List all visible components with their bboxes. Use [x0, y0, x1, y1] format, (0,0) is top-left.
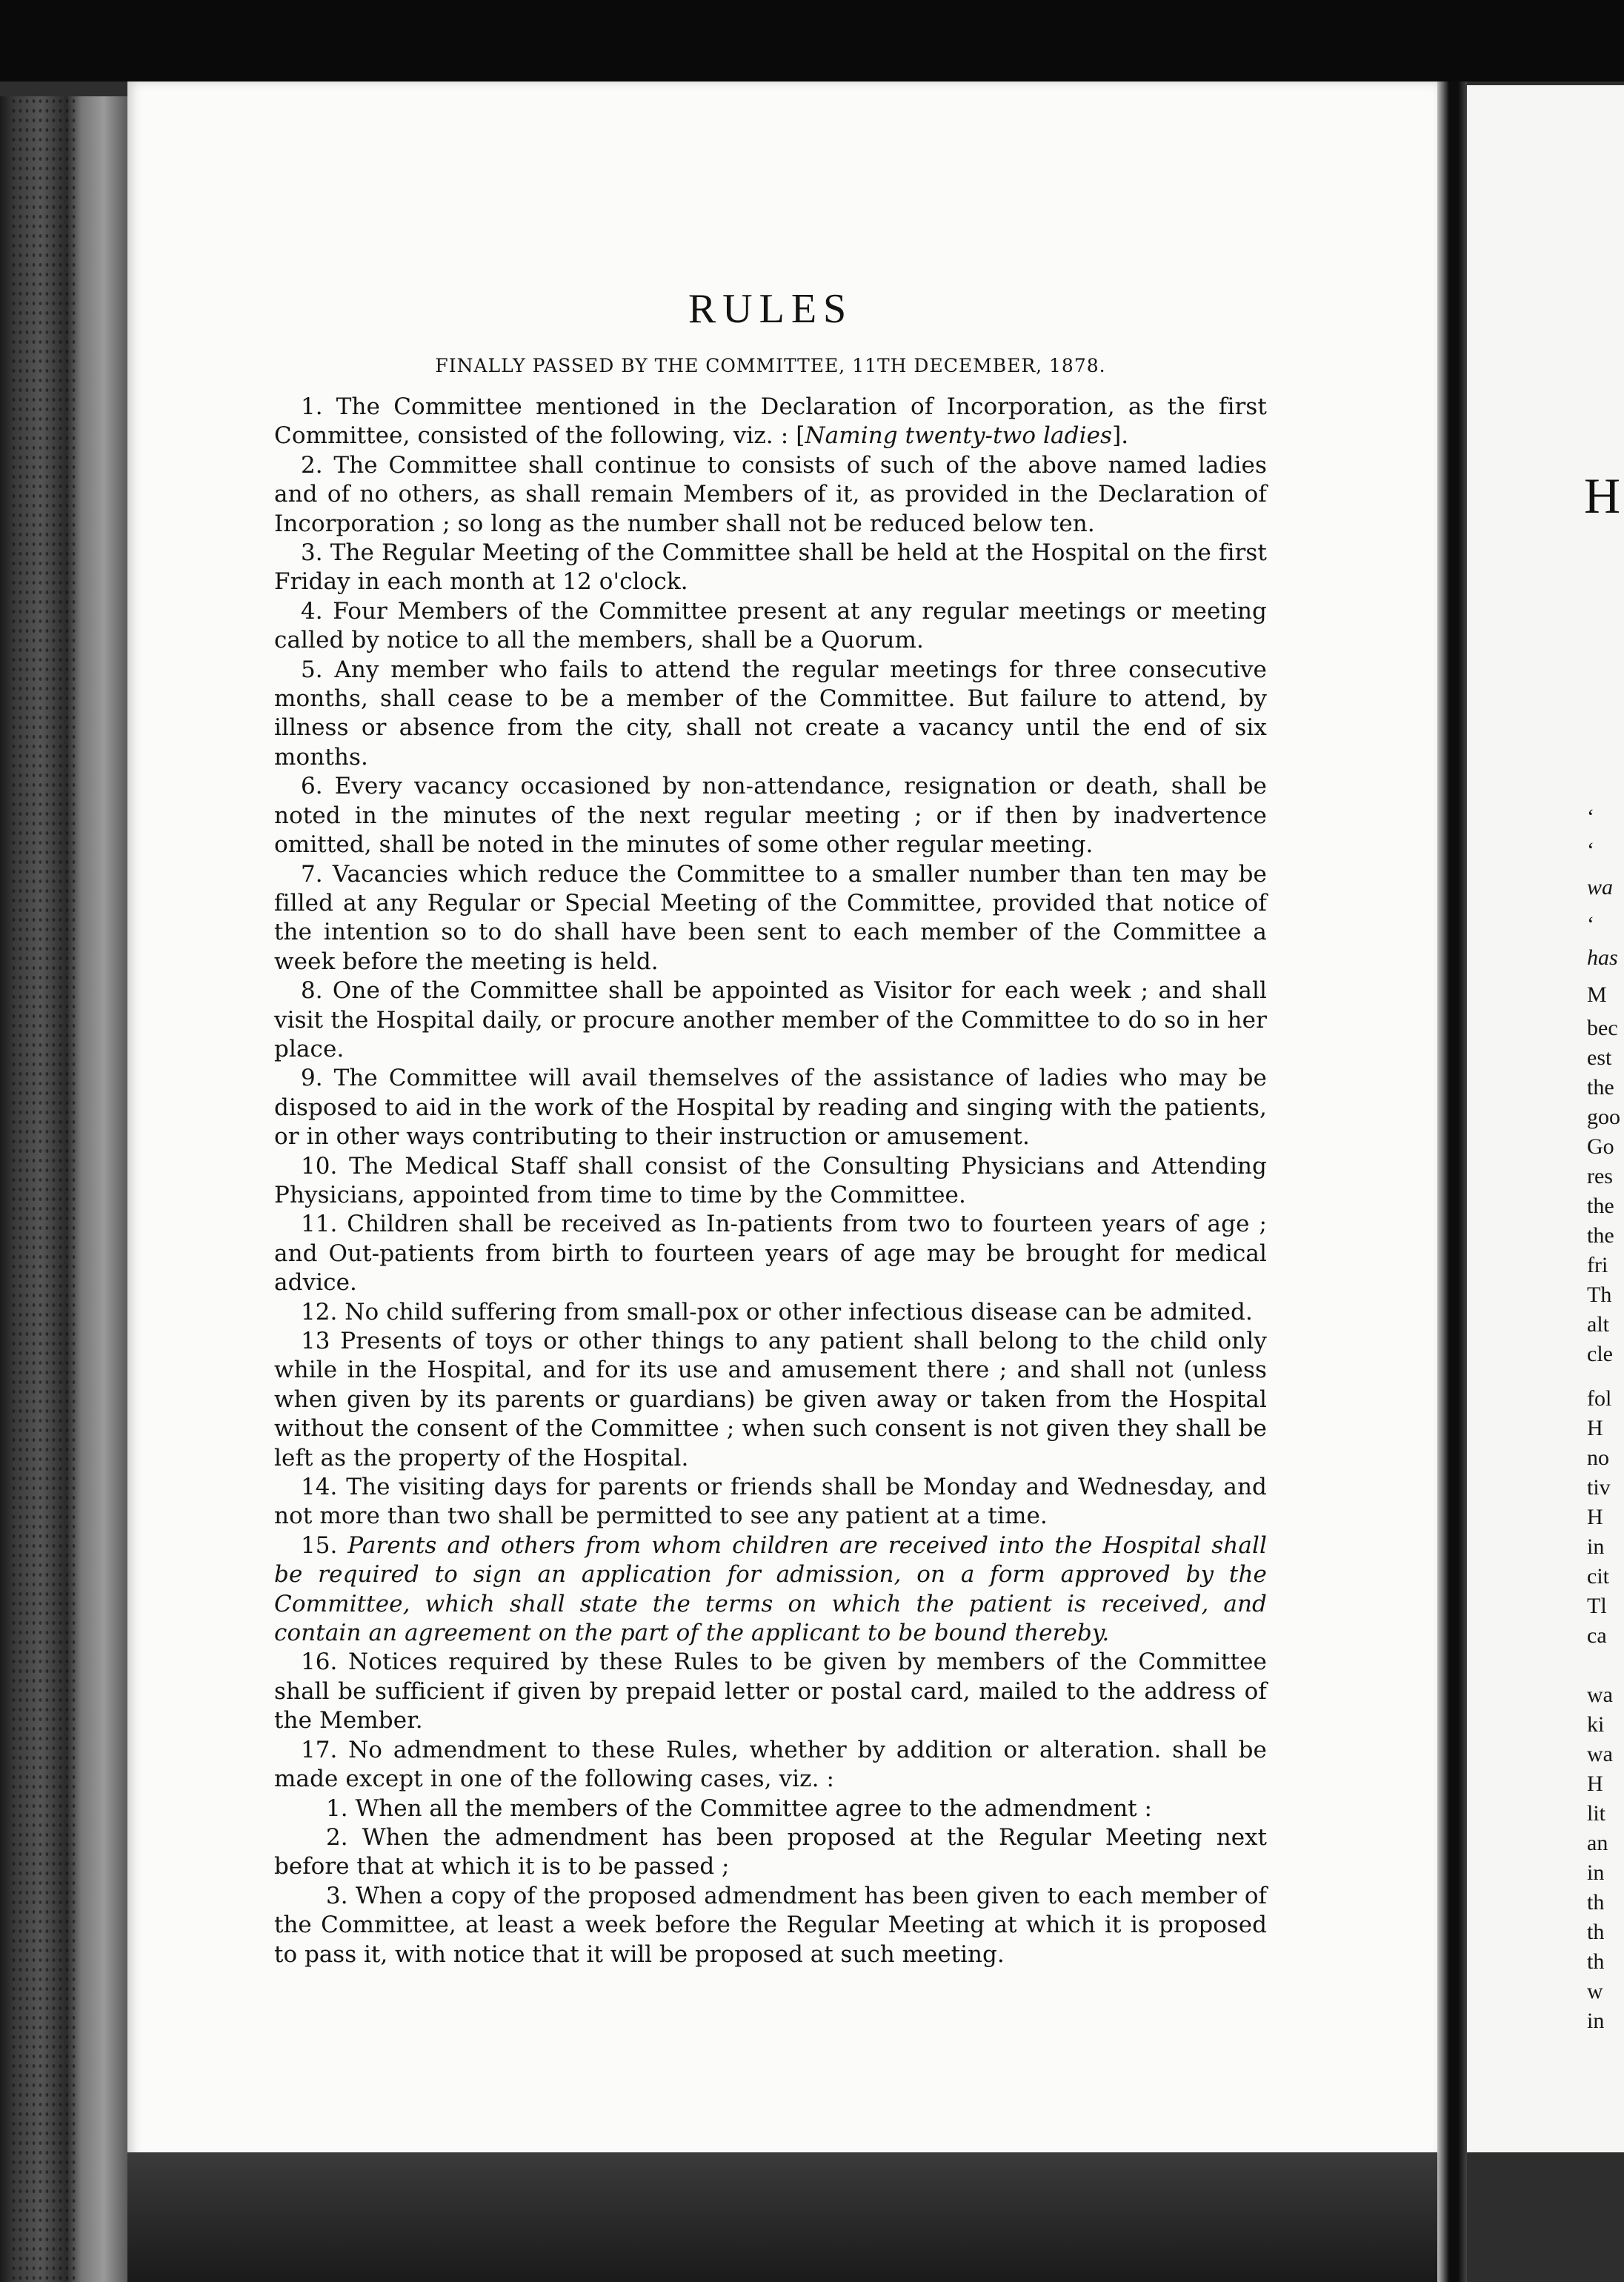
rules-list [274, 393, 1267, 1794]
right-page-fragment: has [1587, 945, 1618, 970]
amendment-case [274, 1882, 1267, 1969]
right-page-fragment: wa [1587, 875, 1614, 899]
rule-number: 2. [301, 451, 323, 479]
rule-italic-text: Naming twenty-two ladies [805, 422, 1113, 450]
page-title: RULES [688, 286, 853, 332]
right-page-fragment: cit [1587, 1564, 1609, 1589]
right-page-fragment: an [1587, 1831, 1608, 1855]
amendment-case [274, 1823, 1267, 1882]
rule-text: Four Members of the Committee present at any regular meetings or meeting called by notice to all the members, shall be a Quorum. [274, 597, 1267, 654]
rule-number: 7. [301, 860, 323, 888]
right-page-fragment: bec [1587, 1016, 1618, 1040]
rule-item [274, 1210, 1267, 1297]
right-page-fragment: ca [1587, 1623, 1607, 1648]
rule-item [274, 1064, 1267, 1151]
rule-text: The visiting days for parents or friends shall be Monday and Wednesday, and not more than two shall be permitted to see any patient at a time. [274, 1474, 1267, 1530]
right-page-fragment: goo [1587, 1105, 1620, 1129]
right-page-fragment: Go [1587, 1134, 1614, 1159]
amendment-cases [274, 1794, 1267, 1969]
rule-number: 4. [301, 597, 323, 625]
rule-text: Notices required by these Rules to be given by members of the Committee shall be sufficient if given by prepaid letter or postal card, mailed to the address of the Member. [274, 1649, 1267, 1734]
right-page-fragment: no [1587, 1446, 1609, 1470]
rule-item [274, 860, 1267, 977]
rule-number: 15. [301, 1531, 338, 1559]
right-page-fragment: alt [1587, 1312, 1609, 1337]
spine-texture [10, 96, 77, 2282]
rule-text: One of the Committee shall be appointed as Visitor for each week ; and shall visit the Hospital daily, or procure another member of the Committee to do so in her place. [274, 977, 1267, 1062]
right-page-fragment: ‘ [1587, 912, 1594, 937]
rule-item [274, 1531, 1267, 1649]
dark-background [0, 0, 1624, 82]
right-page-heading: H [1584, 468, 1621, 524]
right-page-fragment: ‘ [1587, 838, 1594, 862]
right-page-fragment: M [1587, 982, 1607, 1007]
rule-text: Children shall be received as In-patients from two to fourteen years of age ; and Out-patients from birth to fourteen years of age may be brought for medical advice. [274, 1211, 1267, 1297]
rule-number: 9. [301, 1065, 323, 1092]
rule-number: 13 [301, 1328, 330, 1354]
page-subtitle: FINALLY PASSED BY THE COMMITTEE, 11TH DECEMBER, 1878. [435, 355, 1106, 376]
rule-text: Any member who fails to attend the regular meetings for three consecutive months, shall cease to be a member of the Committee. But failure to attend, by illness or absence from the city, shall not create a vacancy until the end of six months. [274, 656, 1267, 771]
page-text [274, 285, 1267, 1969]
rule-item [274, 539, 1267, 597]
rule-text: The Committee will avail themselves of the assistance of ladies who may be disposed to aid in the work of the Hospital by reading and singing with the patients, or in other ways contributing to their instruction or amusement. [274, 1065, 1267, 1151]
case-text: When a copy of the proposed admendment has been given to each member of the Committee, at least a week before the Regular Meeting at which it is proposed to pass it, with notice that it will be proposed at such meeting. [274, 1882, 1268, 1968]
right-page-fragment: wa [1587, 1683, 1613, 1707]
rule-number: 11. [301, 1211, 338, 1238]
rule-number: 12. [301, 1298, 338, 1325]
rule-item [274, 393, 1267, 451]
rule-item [274, 772, 1267, 859]
rule-text: No child suffering from small-pox or other infectious disease can be admited. [345, 1298, 1253, 1325]
right-page-fragment: H [1587, 1772, 1603, 1796]
rule-text: The Regular Meeting of the Committee shall be held at the Hospital on the first Friday in each month at 12 o'clock. [274, 539, 1267, 596]
rule-item [274, 977, 1267, 1064]
rule-item [274, 1152, 1267, 1211]
case-number: 3. [326, 1882, 348, 1909]
rule-item [274, 597, 1267, 656]
rule-number: 5. [301, 656, 323, 683]
rule-text: Every vacancy occasioned by non-attendance, resignation or death, shall be noted in the minutes of the next regular meeting ; or if then by inadvertence omitted, shall be noted in the minutes of some other regular meeting. [274, 773, 1267, 859]
rule-item [274, 1473, 1267, 1531]
right-page-fragment: tiv [1587, 1475, 1611, 1500]
right-page-fragment: the [1587, 1223, 1614, 1248]
right-page-fragment: est [1587, 1045, 1612, 1070]
right-page-fragment: lit [1587, 1801, 1606, 1826]
case-number: 2. [326, 1823, 348, 1851]
right-page-fragment: H [1587, 1416, 1603, 1440]
right-page-fragment: fol [1587, 1386, 1612, 1411]
rule-item [274, 1648, 1267, 1735]
amendment-case [274, 1794, 1267, 1823]
rule-item [274, 1298, 1267, 1327]
right-page-fragment: w [1587, 1979, 1603, 2003]
right-page-fragment: the [1587, 1075, 1614, 1100]
rule-text: Presents of toys or other things to any patient shall belong to the child only while in the Hospital, and for its use and amusement there ; and shall not (unless when given by its parents or guardians) be given away or taken from the Hospital without the consent of the Committee ; when such consent is not given they shall be left as the property of the Hospital. [274, 1328, 1267, 1471]
rule-number: 16. [301, 1649, 338, 1676]
rule-number: 8. [301, 977, 323, 1005]
rule-italic-text: Parents and others from whom children are received into the Hospital shall be required to sign an application for admission, on a form approved by the Committee, which shall state the terms on which the patient is received, and contain an agreement on the part of the applicant to be bound thereby. [274, 1531, 1267, 1647]
rule-text: No admendment to these Rules, whether by addition or alteration. shall be made except in one of the following cases, viz. : [274, 1736, 1267, 1793]
right-page-fragment: in [1587, 2009, 1605, 2033]
rule-item [274, 1327, 1267, 1473]
rule-item [274, 656, 1267, 773]
rule-item [274, 451, 1267, 539]
right-page-fragment: in [1587, 1534, 1605, 1559]
rule-number: 10. [301, 1152, 338, 1180]
right-page-fragment: ki [1587, 1712, 1605, 1737]
rule-text: Vacancies which reduce the Committee to a smaller number than ten may be filled at any Regular or Special Meeting of the Committee, provided that notice of the intention so to do shall have been sent to each member of the Committee a week before the meeting is held. [274, 860, 1267, 975]
right-page-fragment: in [1587, 1860, 1605, 1885]
case-text: When all the members of the Committee agree to the admendment : [355, 1794, 1152, 1822]
rule-number: 6. [301, 773, 323, 800]
rule-text: The Committee mentioned in the Declaration of Incorporation, as the first Committee, consisted of the following, viz. : [ [274, 393, 1267, 450]
right-page-fragment: wa [1587, 1742, 1613, 1766]
page-bottom-shadow [127, 2152, 1437, 2282]
rule-text-tail: ]. [1112, 422, 1129, 450]
rule-number: 3. [301, 539, 323, 567]
right-page-fragment: Th [1587, 1283, 1612, 1307]
right-page-fragment: H [1587, 1505, 1603, 1529]
right-page-fragment: th [1587, 1890, 1605, 1915]
right-page-fragment: th [1587, 1920, 1605, 1944]
case-text: When the admendment has been proposed at the Regular Meeting next before that at which it is to be passed ; [274, 1823, 1267, 1880]
right-page-fragment: ‘ [1587, 805, 1594, 829]
right-page-fragment: res [1587, 1164, 1613, 1188]
right-page-fragment: th [1587, 1949, 1605, 1974]
right-page-fragment: the [1587, 1194, 1614, 1218]
page-gutter [1437, 82, 1467, 2282]
rule-number: 1. [301, 393, 323, 420]
right-page-fragment: fri [1587, 1253, 1608, 1277]
rule-item [274, 1736, 1267, 1794]
rule-number: 14. [301, 1474, 338, 1501]
right-page-fragment: Tl [1587, 1594, 1607, 1618]
rule-text: The Medical Staff shall consist of the Consulting Physicians and Attending Physicians, appointed from time to time by the Committee. [274, 1152, 1267, 1208]
case-number: 1. [326, 1794, 348, 1822]
rule-number: 17. [301, 1736, 338, 1763]
rule-text: The Committee shall continue to consists of such of the above named ladies and of no others, as shall remain Members of it, as provided in the Declaration of Incorporation ; so long as the number shall not be reduced below ten. [274, 451, 1267, 537]
right-page-fragment: cle [1587, 1342, 1613, 1366]
